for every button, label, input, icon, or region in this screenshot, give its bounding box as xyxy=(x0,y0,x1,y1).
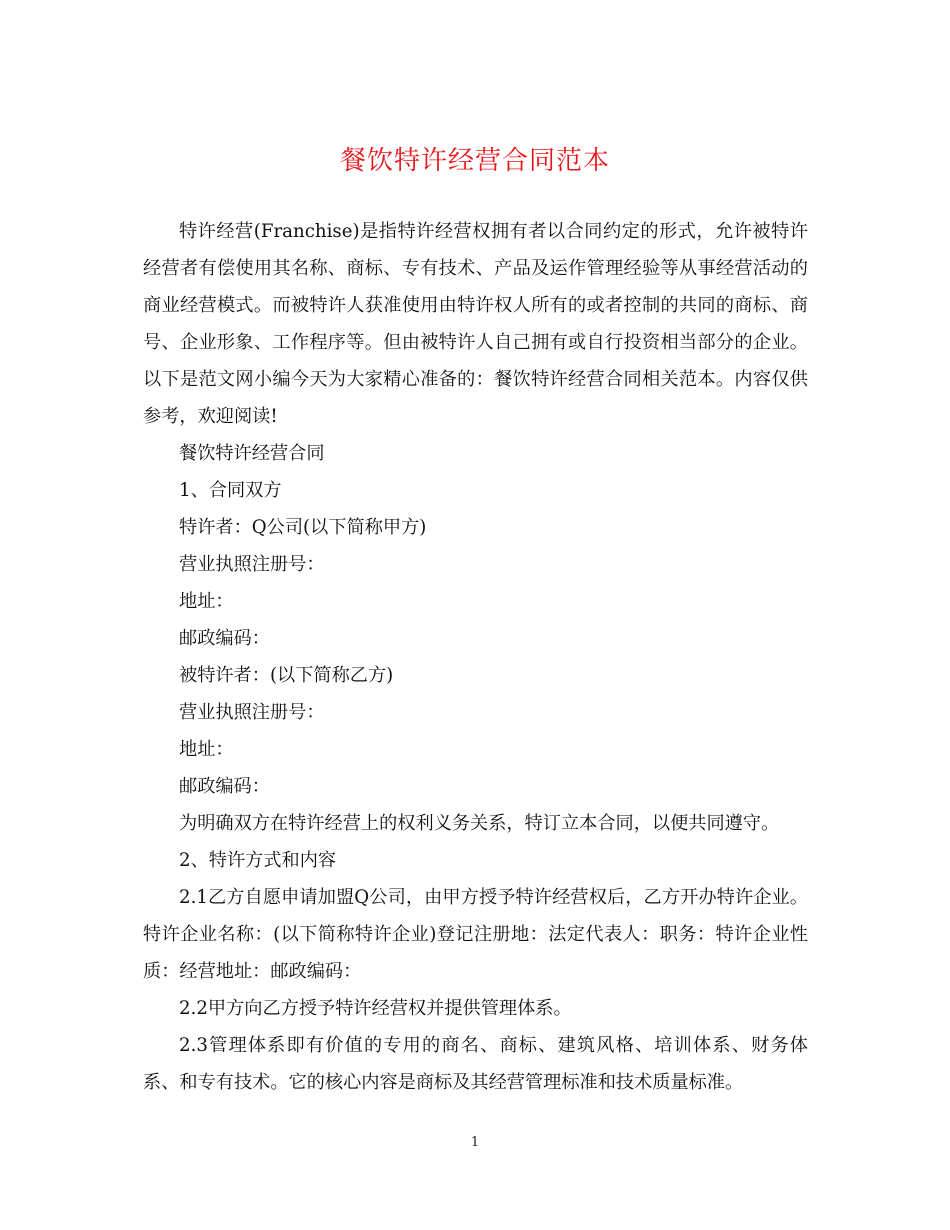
paragraph: 地址： xyxy=(179,591,234,612)
intro-paragraph: 特许经营(Franchise)是指特许经营权拥有者以合同约定的形式，允许被特许经营者有偿使用其名称、商标、专有技术、产品及运作管理经验等从事经营活动的商业经营模式。而被特许人获准使用由特许权人所有的或者控制的共同的商标、商号、企业形象、工作程序等。但由被特许人自己拥有或自行投资相当部分的企业。以下是范文网小编今天为大家精心准备的：餐饮特许经营合同相关范本。内容仅供参考，欢迎阅读! xyxy=(143,221,808,427)
paragraph: 邮政编码： xyxy=(179,776,270,797)
section-heading: 2、特许方式和内容 xyxy=(179,850,337,871)
document-title: 餐饮特许经营合同范本 xyxy=(339,146,610,176)
paragraph: 为明确双方在特许经营上的权利义务关系，特订立本合同，以便共同遵守。 xyxy=(179,813,780,834)
paragraph: 2.3管理体系即有价值的专用的商名、商标、建筑风格、培训体系、财务体系、和专有技术。它的核心内容是商标及其经营管理标准和技术质量标准。 xyxy=(143,1035,808,1093)
document-body xyxy=(143,213,808,1101)
contract-heading: 餐饮特许经营合同 xyxy=(179,443,325,464)
paragraph: 2.2甲方向乙方授予特许经营权并提供管理体系。 xyxy=(179,998,572,1019)
section-heading: 1、合同双方 xyxy=(179,480,282,501)
paragraph: 邮政编码： xyxy=(179,628,270,649)
paragraph: 地址： xyxy=(179,739,234,760)
paragraph: 营业执照注册号： xyxy=(179,702,325,723)
paragraph: 被特许者：(以下简称乙方) xyxy=(179,665,394,686)
paragraph: 营业执照注册号： xyxy=(179,554,325,575)
page-number: 1 xyxy=(470,1135,480,1150)
paragraph: 2.1乙方自愿申请加盟Q公司，由甲方授予特许经营权后，乙方开办特许企业。特许企业名称：(以下简称特许企业)登记注册地：法定代表人：职务：特许企业性质：经营地址：邮政编码： xyxy=(143,887,808,982)
paragraph: 特许者：Q公司(以下简称甲方) xyxy=(179,517,427,538)
